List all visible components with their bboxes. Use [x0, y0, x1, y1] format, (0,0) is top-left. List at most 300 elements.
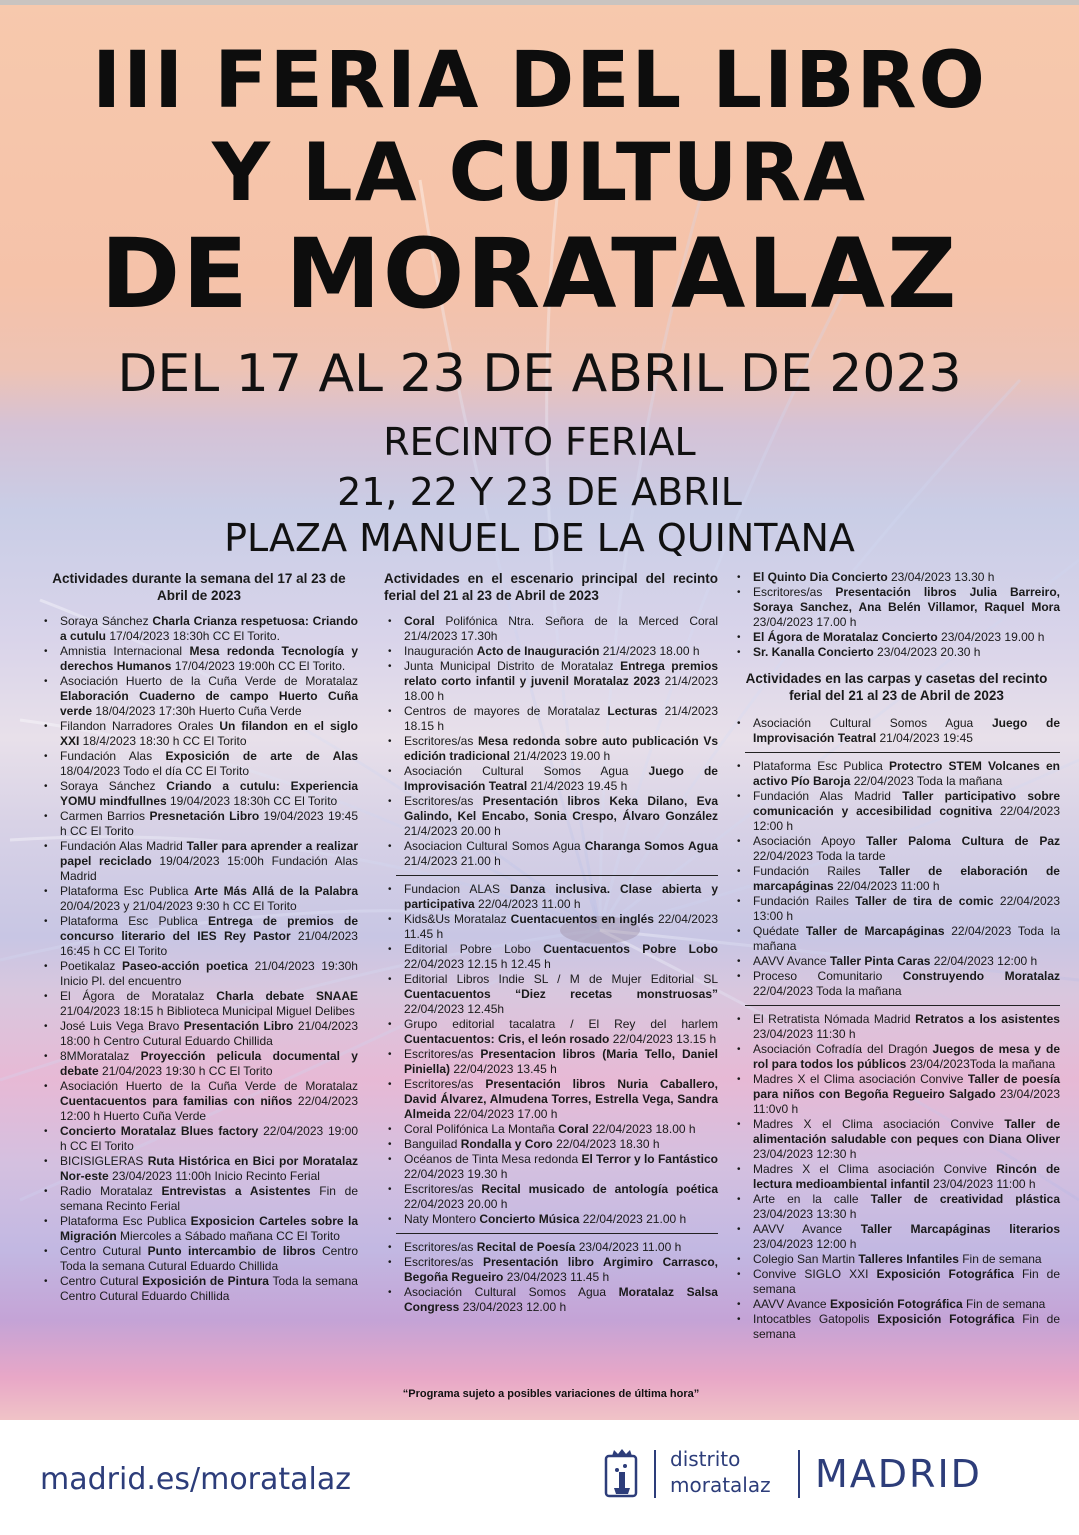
activity-details: 23/04/2023 11:30 h — [753, 1027, 856, 1041]
tents-day2-list — [733, 759, 1060, 999]
activity-item — [384, 1047, 718, 1077]
activity-item — [733, 1072, 1060, 1117]
activity-org: Arte en la calle — [753, 1192, 871, 1206]
activity-item — [384, 1285, 718, 1315]
divider — [745, 752, 1060, 753]
activity-org: Editorial Pobre Lobo — [404, 942, 544, 956]
activity-org: Plataforma Esc Publica — [753, 759, 889, 773]
activity-item — [384, 912, 718, 942]
main-stage-day3-list — [384, 1240, 718, 1315]
activity-org: Asociación Cultural Somos Agua — [404, 764, 649, 778]
activity-org: Madres X el Clima asociación Convive — [753, 1072, 968, 1086]
logo-divider — [798, 1450, 800, 1498]
activity-activity: Taller de Marcapáginas — [805, 924, 945, 938]
activity-details: Fin de semana Recinto Ferial — [60, 1184, 358, 1213]
divider — [745, 1005, 1060, 1006]
activity-org: Asociación Cultural Somos Agua — [753, 716, 992, 730]
activity-details: 23/04/2023 12:30 h — [753, 1147, 857, 1161]
activity-org: Escritores/as — [404, 794, 483, 808]
activity-activity: Punto intercambio de libros — [147, 1244, 316, 1258]
activity-activity: Presentacion libros (Maria Tello, Daniel Piniella) — [404, 1047, 719, 1076]
logo-divider — [654, 1450, 656, 1498]
activity-details: 22/04/2023 11:00 h — [833, 879, 940, 893]
activity-org: Editorial Libros Indie SL / M de Mujer Editorial SL — [404, 972, 718, 986]
activity-item — [40, 779, 358, 809]
activity-item — [733, 645, 1060, 660]
activity-item — [40, 1124, 358, 1154]
activity-activity: Cuentacuentos para familias con niños — [60, 1094, 293, 1108]
venue-line-1: RECINTO FERIAL — [383, 420, 696, 464]
activity-org: Soraya Sánchez — [60, 779, 167, 793]
activity-org: El Retratista Nómada Madrid — [753, 1012, 916, 1026]
activity-details: Fin de semana — [958, 1252, 1042, 1266]
activity-details: 18/04/2023 17:30h Huerto Cuña Verde — [92, 704, 302, 718]
activity-details: 21/04/2023 19:45 — [876, 731, 973, 745]
activity-item — [40, 644, 358, 674]
activity-item — [384, 734, 718, 764]
activity-activity: Taller de poesía para niños con Begoña Regueiro Salgado — [753, 1072, 1060, 1101]
activity-activity: Sr. Kanalla Concierto — [753, 645, 874, 659]
activity-activity: Taller de alimentación saludable con peques con Diana Oliver — [753, 1117, 1060, 1146]
activity-org: Asociación Cofradía del Dragón — [753, 1042, 933, 1056]
activity-details: 22/04/2023 19:00 h CC El Torito — [60, 1124, 358, 1153]
activity-activity: Talleres Infantiles — [858, 1252, 959, 1266]
activity-item — [733, 1222, 1060, 1252]
activity-activity: Coral — [558, 1122, 589, 1136]
activity-activity: Cuentacuentos “Diez recetas monstruosas” — [404, 987, 718, 1001]
activity-activity: Taller Pinta Caras — [829, 954, 931, 968]
activity-item — [733, 969, 1060, 999]
activity-item — [733, 1312, 1060, 1342]
activity-org: Fundación Alas Madrid — [60, 839, 187, 853]
activity-org: BICISIGLERAS — [60, 1154, 148, 1168]
activity-org: Madres X el Clima asociación Convive — [753, 1162, 997, 1176]
activity-item — [733, 1252, 1060, 1267]
program-disclaimer: “Programa sujeto a posibles variaciones de última hora” — [402, 1388, 700, 1400]
activity-org: Plataforma Esc Publica — [60, 914, 209, 928]
distrito-label — [670, 1446, 771, 1498]
activity-details: Miercoles a Sábado mañana CC El Torito — [116, 1229, 340, 1243]
activity-org: AAVV Avance — [753, 954, 830, 968]
activity-item — [384, 1077, 718, 1122]
activity-details: 17/04/2023 19:00h CC El Torito. — [171, 659, 346, 673]
activity-activity: Entrega premios relato corto infantil y juvenil Moratalaz 2023 — [404, 659, 718, 688]
activity-org: Centro Cutural — [60, 1244, 148, 1258]
activity-item — [733, 570, 1060, 585]
activity-activity: Moratalaz Salsa Congress — [404, 1285, 718, 1314]
activity-item — [733, 585, 1060, 630]
activity-details: 22/04/2023 18.00 h — [588, 1122, 696, 1136]
activity-details: Fin de semana — [962, 1297, 1046, 1311]
weekly-activities-heading: Actividades durante la semana del 17 al 23 de Abril de 2023 — [52, 571, 346, 603]
activity-org: Naty Montero — [404, 1212, 480, 1226]
activity-activity: Lecturas — [607, 704, 658, 718]
activity-details: 18/4/2023 18:30 h CC El Torito — [79, 734, 247, 748]
activity-details: 23/04/2023 19.00 h — [937, 630, 1045, 644]
activity-activity: Cuentacuentos: Cris, el león rosado — [404, 1032, 610, 1046]
activity-activity: Entrega de premios de concurso literario del IES Rey Pastor — [60, 914, 359, 943]
title-line-1: III FERIA DEL LIBRO — [92, 36, 987, 126]
activity-org: Fundación Railes — [753, 864, 879, 878]
main-stage-column — [384, 570, 718, 1315]
event-dates: DEL 17 AL 23 DE ABRIL DE 2023 — [117, 344, 962, 404]
activity-item — [733, 894, 1060, 924]
activity-item — [40, 1019, 358, 1049]
activity-item — [40, 1214, 358, 1244]
madrid-logo-text: MADRID — [815, 1452, 982, 1496]
activity-item — [384, 794, 718, 839]
activity-activity: Taller para aprender a realizar papel reciclado — [60, 839, 358, 868]
activity-details: 22/04/2023 17.00 h — [450, 1107, 558, 1121]
title-line-3: DE MORATALAZ — [100, 218, 959, 330]
activity-details: 22/04/2023 19.30 h — [404, 1167, 508, 1181]
activity-org: Escritores/as — [404, 1077, 486, 1091]
activity-activity: Mesa redonda sobre auto publicación Vs edición tradicional — [404, 734, 719, 763]
activity-details: 23/04/2023 11:00 h — [929, 1177, 1036, 1191]
activity-activity: Un filandon en el siglo XXI — [60, 719, 358, 748]
activity-item — [384, 942, 718, 972]
activity-item — [733, 924, 1060, 954]
activity-item — [733, 1012, 1060, 1042]
activity-activity: Presentación libros Keka Dilano, Eva Galindo, Kel Encabo, Sonia Crespo, Álvaro González — [404, 794, 718, 823]
activity-details: 17/04/2023 18:30h CC El Torito. — [106, 629, 280, 643]
activity-activity: Exposición Fotográfica — [829, 1297, 963, 1311]
distrito-line-2: moratalaz — [670, 1473, 771, 1497]
madrid-coat-of-arms-icon — [604, 1448, 640, 1502]
activity-activity: Juego de Improvisación Teatral — [404, 764, 718, 793]
main-stage-day2-list — [384, 882, 718, 1227]
activity-item — [384, 1017, 718, 1047]
activity-item — [384, 1122, 718, 1137]
activity-details: Fin de semana — [753, 1267, 1061, 1296]
activity-details: Fin de semana — [753, 1312, 1061, 1341]
activity-activity: Juego de Improvisación Teatral — [753, 716, 1060, 745]
activity-details: 20/04/2023 y 21/04/2023 9:30 h CC El Torito — [60, 899, 297, 913]
activity-details: Polifónica Ntra. Señora de la Merced Coral 21/4/2023 17.30h — [404, 614, 718, 643]
activity-activity: Presnetación Libro — [149, 809, 260, 823]
activity-details: 21/4/2023 18.00 h — [599, 644, 700, 658]
activity-details: 22/04/2023 Toda la mañana — [850, 774, 1003, 788]
activity-org: Centro Cutural — [60, 1274, 143, 1288]
activity-item — [733, 1297, 1060, 1312]
activity-org: Plataforma Esc Publica — [60, 884, 195, 898]
activity-item — [40, 989, 358, 1019]
main-stage-heading: Actividades en el escenario principal del recinto ferial del 21 al 23 de Abril de 2023 — [384, 571, 718, 603]
activity-org: Escritores/as — [404, 1240, 477, 1254]
activity-activity: Charla debate SNAAE — [216, 989, 358, 1003]
activity-details: 22/04/2023 13.45 h — [450, 1062, 557, 1076]
activity-item — [384, 1152, 718, 1182]
activity-activity: Taller de elaboración de marcapáginas — [753, 864, 1060, 893]
activity-activity: Mesa redonda Tecnología y derechos Humanos — [60, 644, 358, 673]
activity-details: 22/04/2023 12:00 h — [930, 954, 1038, 968]
activity-org: Grupo editorial tacalatra / El Rey del harlem — [404, 1017, 718, 1031]
activity-details: 21/04/2023 19:30h Inicio Pl. del encuentro — [60, 959, 358, 988]
activity-org: Junta Municipal Distrito de Moratalaz — [404, 659, 621, 673]
activity-details: 23/04/2023 11.00 h — [575, 1240, 682, 1254]
activity-item — [733, 1042, 1060, 1072]
activity-details: 22/04/2023 11.45 h — [404, 912, 718, 941]
activity-activity: Recital de Poesía — [476, 1240, 576, 1254]
activity-org: Colegio San Martin — [753, 1252, 859, 1266]
activity-org: Asociación Huerto de la Cuña Verde de Moratalaz — [60, 674, 358, 688]
activity-org: Intocatbles Gatopolis — [753, 1312, 878, 1326]
activity-org: Escritores/as — [404, 1255, 483, 1269]
activity-activity: Exposición Fotográfica — [877, 1312, 1015, 1326]
activity-details: 23/04/2023 17.00 h — [753, 615, 857, 629]
activity-details: 22/04/2023 18.30 h — [552, 1137, 660, 1151]
activity-item — [384, 1212, 718, 1227]
activity-item — [384, 764, 718, 794]
activity-item — [733, 1162, 1060, 1192]
activity-item — [733, 1117, 1060, 1162]
activity-item — [40, 1079, 358, 1124]
activity-details: 23/04/2023 13.30 h — [887, 570, 995, 584]
activity-activity: Taller participativo sobre comunicación y accesibilidad cognitiva — [753, 789, 1060, 818]
activity-item — [384, 972, 718, 1017]
activity-org: Plataforma Esc Publica — [60, 1214, 191, 1228]
activity-activity: Taller de creatividad plástica — [870, 1192, 1060, 1206]
website-link[interactable]: madrid.es/moratalaz — [40, 1462, 352, 1497]
weekly-activities-list — [40, 614, 358, 1304]
activity-activity: Entrevistas a Asistentes — [161, 1184, 311, 1198]
activity-org: Centros de mayores de Moratalaz — [404, 704, 608, 718]
activity-details: 23/04/2023 11:00h Inicio Recinto Ferial — [108, 1169, 320, 1183]
activity-item — [40, 1274, 358, 1304]
activity-details: 22/04/2023 13.15 h — [609, 1032, 717, 1046]
activity-item — [733, 630, 1060, 645]
activity-activity: Exposicion Carteles sobre la Migración — [60, 1214, 359, 1243]
activity-activity: El Ágora de Moratalaz Concierto — [753, 630, 938, 644]
activity-details: 21/04/2023 19:30 h CC El Torito — [98, 1064, 273, 1078]
activity-activity: El Terror y lo Fantástico — [581, 1152, 718, 1166]
activity-item — [733, 789, 1060, 834]
activity-item — [733, 954, 1060, 969]
activity-details: 22/04/2023 13:00 h — [753, 894, 1060, 923]
activity-item — [733, 834, 1060, 864]
activity-activity: Taller de tira de comic — [855, 894, 994, 908]
activity-activity: Acto de Inauguración — [476, 644, 600, 658]
activity-details: 21/4/2023 18.15 h — [404, 704, 718, 733]
activity-org: Carmen Barrios — [60, 809, 150, 823]
activity-details: 21/04/2023 18:15 h Biblioteca Municipal Miguel Delibes — [60, 1004, 355, 1018]
activity-details: 21/4/2023 19.45 h — [527, 779, 628, 793]
activity-details: Centro Toda la semana Cutural Eduardo Chillida — [60, 1244, 358, 1273]
activity-item — [40, 914, 358, 959]
activity-org: Soraya Sánchez — [60, 614, 153, 628]
activity-org: AAVV Avance — [753, 1222, 861, 1236]
activity-item — [40, 1244, 358, 1274]
weekly-activities-column — [40, 570, 358, 1304]
activity-org: Fundación Alas Madrid — [753, 789, 903, 803]
activity-item — [733, 1267, 1060, 1297]
activity-item — [384, 1240, 718, 1255]
activity-activity: Retratos a los asistentes — [915, 1012, 1060, 1026]
activity-details: 23/04/2023 13:30 h — [753, 1207, 857, 1221]
activity-item — [384, 882, 718, 912]
activity-org: Quédate — [753, 924, 806, 938]
activity-item — [733, 1192, 1060, 1222]
activity-details: 22/04/2023 12:00 h — [753, 804, 1060, 833]
activity-activity: Cuentacuentos Pobre Lobo — [543, 942, 718, 956]
activity-org: Fundación Railes — [753, 894, 856, 908]
activity-item — [384, 644, 718, 659]
activity-org: Filandon Narradores Orales — [60, 719, 220, 733]
activity-details: 22/04/2023 Toda la tarde — [753, 849, 886, 863]
activity-activity: Coral — [404, 614, 435, 628]
activity-item — [733, 864, 1060, 894]
activity-org: Poetikalaz — [60, 959, 122, 973]
activity-activity: Elaboración Cuaderno de campo Huerto Cuña verde — [60, 689, 358, 718]
activity-org: Escritores/as — [404, 1047, 481, 1061]
tents-day3-list — [733, 1012, 1060, 1342]
venue-line-2: 21, 22 Y 23 DE ABRIL — [337, 470, 742, 514]
activity-activity: Juegos de mesa y de rol para todos los públicos — [753, 1042, 1060, 1071]
activity-details: Toda la semana Centro Cutural Eduardo Chillida — [60, 1274, 358, 1303]
activity-org: 8MMoratalaz — [60, 1049, 141, 1063]
activity-activity: Protectro STEM Volcanes en activo Pío Baroja — [753, 759, 1060, 788]
activity-org: Asociacion Cultural Somos Agua — [404, 839, 585, 853]
activity-org: Asociación Huerto de la Cuña Verde de Moratalaz — [60, 1079, 358, 1093]
activity-org: José Luis Vega Bravo — [60, 1019, 184, 1033]
activity-item — [40, 1184, 358, 1214]
activity-item — [384, 1182, 718, 1212]
activity-activity: Presentación libros Julia Barreiro, Soraya Sanchez, Ana Belén Villamor, Raquel Mora — [753, 585, 1061, 614]
activity-item — [384, 659, 718, 704]
activity-org: AAVV Avance — [753, 1297, 830, 1311]
activity-org: Asociación Cultural Somos Agua — [404, 1285, 619, 1299]
activity-details: 21/4/2023 20.00 h — [404, 824, 501, 838]
activity-org: Fundacion ALAS — [404, 882, 511, 896]
activity-org: Fundación Alas — [60, 749, 166, 763]
activity-activity: Concierto Moratalaz Blues factory — [60, 1124, 259, 1138]
activity-details: 23/04/2023 11:0v0 h — [753, 1087, 1060, 1116]
activity-item — [384, 1137, 718, 1152]
activity-item — [40, 719, 358, 749]
activity-activity: Exposición de arte de Alas — [165, 749, 358, 763]
activity-org: Amnistia Internacional — [60, 644, 190, 658]
activity-activity: Rondalla y Coro — [460, 1137, 553, 1151]
activity-details: 23/04/2023 20.30 h — [873, 645, 981, 659]
activity-org: Océanos de Tinta Mesa redonda — [404, 1152, 582, 1166]
activity-item — [40, 884, 358, 914]
activity-activity: Rincón de lectura medioambiental infantil — [753, 1162, 1060, 1191]
activity-activity: Danza inclusiva. Clase abierta y participativa — [404, 882, 718, 911]
activity-activity: Concierto Música — [479, 1212, 580, 1226]
activity-details: 22/04/2023 20.00 h — [404, 1197, 508, 1211]
activity-activity: Cuentacuentos en inglés — [510, 912, 654, 926]
activity-org: Convive SIGLO XXI — [753, 1267, 877, 1281]
activity-activity: Charanga Somos Agua — [584, 839, 719, 853]
activity-details: 23/04/2023Toda la mañana — [906, 1057, 1056, 1071]
divider — [396, 875, 718, 876]
activity-details: 21/04/2023 18:00 h Centro Cutural Eduardo Chillida — [60, 1019, 358, 1048]
activity-item — [40, 749, 358, 779]
tents-column — [733, 570, 1060, 1342]
activity-org: Asociación Apoyo — [753, 834, 867, 848]
activity-details: 23/04/2023 11.45 h — [503, 1270, 610, 1284]
activity-org: Escritores/as — [404, 1182, 482, 1196]
activity-org: Escritores/as — [404, 734, 479, 748]
activity-details: 22/04/2023 11.00 h — [474, 897, 581, 911]
activity-details: 23/04/2023 12:00 h — [753, 1237, 857, 1251]
activity-activity: Exposición de Pintura — [142, 1274, 269, 1288]
distrito-line-1: distrito — [670, 1447, 741, 1471]
activity-activity: Taller Paloma Cultura de Paz — [866, 834, 1061, 848]
activity-details: 22/04/2023 Toda la mañana — [753, 924, 1060, 953]
activity-details: 18/04/2023 Todo el día CC El Torito — [60, 764, 250, 778]
activity-details: 22/04/2023 21.00 h — [579, 1212, 687, 1226]
activity-details: 19/04/2023 19:45 h CC El Torito — [60, 809, 358, 838]
activity-details: 21/4/2023 21.00 h — [404, 854, 501, 868]
activity-item — [384, 839, 718, 869]
activity-details: 19/04/2023 18:30h CC El Torito — [166, 794, 338, 808]
venue-line-3: PLAZA MANUEL DE LA QUINTANA — [224, 516, 855, 560]
activity-details: 22/04/2023 12.45h — [404, 1002, 505, 1016]
activity-org: Kids&Us Moratalaz — [404, 912, 511, 926]
activity-activity: Charla Crianza respetuosa: Criando a cutulu — [60, 614, 359, 643]
activity-org: Madres X el Clima asociación Convive — [753, 1117, 1005, 1131]
activity-activity: Recital musicado de antología poética — [481, 1182, 718, 1196]
activity-item — [733, 716, 1060, 746]
activity-item — [40, 839, 358, 884]
activity-item — [733, 759, 1060, 789]
activity-org: El Ágora de Moratalaz — [60, 989, 217, 1003]
activity-org: Banguilad — [404, 1137, 461, 1151]
activity-item — [40, 614, 358, 644]
tents-day1-list — [733, 716, 1060, 746]
title-line-2: Y LA CULTURA — [212, 126, 867, 219]
activity-activity: Construyendo Moratalaz — [902, 969, 1060, 983]
activity-org: Proceso Comunitario — [753, 969, 903, 983]
activity-activity: Exposición Fotográfica — [876, 1267, 1014, 1281]
activity-details: 21/04/2023 16:45 h CC El Torito — [60, 929, 358, 958]
activity-details: 23/04/2023 12.00 h — [459, 1300, 567, 1314]
activity-activity: Presentación Libro — [183, 1019, 294, 1033]
activity-activity: Paseo-acción poetica — [121, 959, 248, 973]
activity-details: 19/04/2023 15:00h Fundación Alas Madrid — [60, 854, 358, 883]
activity-activity: Presentación libros Nuria Caballero, David Álvarez, Almudena Torres, Estrella Vega, Sandra Almeida — [404, 1077, 719, 1121]
activity-details: 21/4/2023 19.00 h — [510, 749, 611, 763]
activity-activity: El Quinto Dia Concierto — [753, 570, 888, 584]
tents-heading: Actividades en las carpas y casetas del recinto ferial del 21 al 23 de Abril de 2023 — [745, 671, 1048, 703]
activity-org: Radio Moratalaz — [60, 1184, 162, 1198]
activity-item — [40, 959, 358, 989]
activity-details: 22/04/2023 12:00 h Huerto Cuña Verde — [60, 1094, 358, 1123]
main-stage-continued-list — [733, 570, 1060, 660]
activity-activity: Taller Marcapáginas literarios — [860, 1222, 1060, 1236]
activity-activity: Ruta Histórica en Bici por Moratalaz Nor-este — [60, 1154, 358, 1183]
main-stage-day1-list — [384, 614, 718, 869]
activity-item — [384, 704, 718, 734]
activity-activity: Criando a cutulu: Experiencia YOMU mindfullnes — [60, 779, 359, 808]
activity-details: 22/04/2023 Toda la mañana — [753, 984, 902, 998]
activity-org: Inauguración — [404, 644, 477, 658]
activity-item — [40, 809, 358, 839]
activity-item — [40, 1049, 358, 1079]
activity-item — [40, 674, 358, 719]
divider — [396, 1233, 718, 1234]
activity-item — [384, 1255, 718, 1285]
activity-item — [384, 614, 718, 644]
activity-org: Escritores/as — [753, 585, 836, 599]
activity-activity: Presentación libro Argimiro Carrasco, Begoña Regueiro — [404, 1255, 719, 1284]
activity-details: 21/4/2023 18.00 h — [404, 674, 718, 703]
activity-activity: Arte Más Allá de la Palabra — [194, 884, 359, 898]
activity-org: Coral Polifónica La Montaña — [404, 1122, 559, 1136]
activity-activity: Proyección pelicula documental y debate — [60, 1049, 358, 1078]
activity-item — [40, 1154, 358, 1184]
